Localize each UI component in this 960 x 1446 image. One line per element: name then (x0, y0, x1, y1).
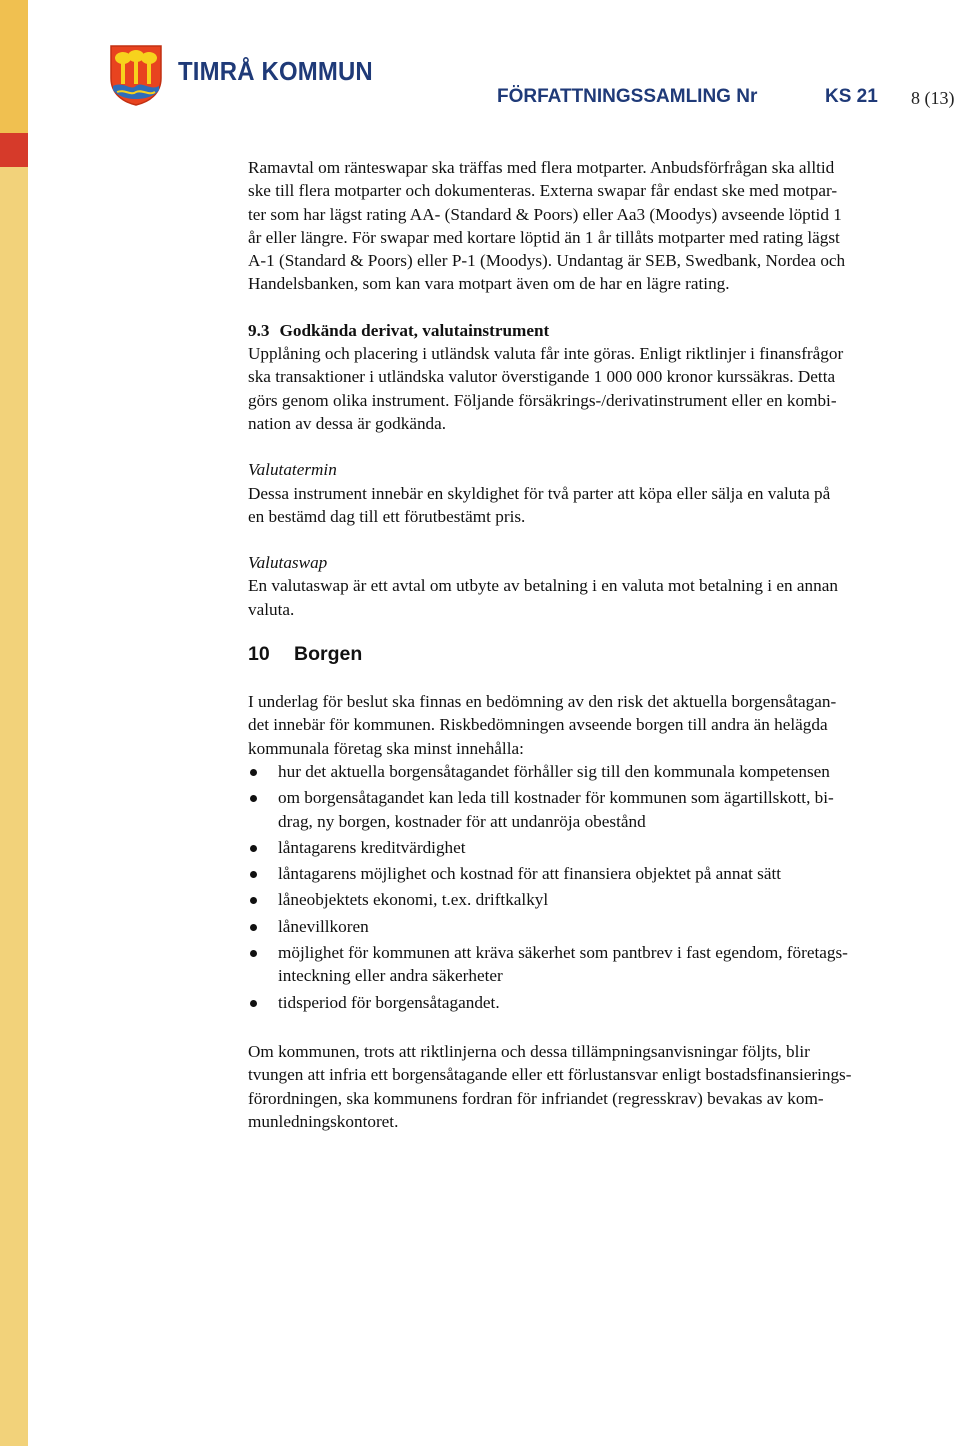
text-line: A-1 (Standard & Poors) eller P-1 (Moodys). Undantag är SEB, Swedbank, Nordea och (248, 251, 846, 271)
text-line: görs genom olika instrument. Följande försäkrings-/derivatinstrument eller en kombi- (248, 390, 837, 410)
list-item-text: hur det aktuella borgensåtagandet förhåller sig till den kommunala kompetensen (278, 761, 830, 781)
bullet-icon (250, 950, 257, 957)
organization-name: TIMRÅ KOMMUN (178, 56, 373, 86)
bullet-icon (250, 845, 257, 852)
list-item (248, 991, 948, 1014)
list-item-text: lånevillkoren (278, 916, 369, 936)
text-line: ske till flera motparter och dokumenteras. Externa swapar får endast ske med motpar- (248, 181, 838, 201)
text-line: Dessa instrument innebär en skyldighet för två parter att köpa eller sälja en valuta på (248, 483, 831, 503)
page-number: 8 (13) (911, 88, 955, 108)
text-line: ska transaktioner i utländska valutor överstigande 1 000 000 kronor kurssäkras. Detta (248, 367, 836, 387)
risk-assessment-list (248, 760, 948, 1014)
bullet-icon (250, 924, 257, 931)
section-number: 9.3 (248, 320, 270, 340)
section-title: Godkända derivat, valutainstrument (279, 320, 550, 340)
text-line: valuta. (248, 599, 295, 619)
text-line: tvungen att infria ett borgensåtagande eller ett förlustansvar enligt bostadsfinansierings- (248, 1065, 852, 1085)
section-10-closing-paragraph (248, 1040, 948, 1133)
bullet-icon (250, 795, 257, 802)
list-item-text: låntagarens möjlighet och kostnad för att finansiera objektet på annat sätt (278, 864, 782, 884)
bullet-icon (250, 1000, 257, 1007)
list-item-text: inteckning eller andra säkerheter (278, 966, 503, 986)
text-line: ter som har lägst rating AA- (Standard & Poors) eller Aa3 (Moodys) avseende löptid 1 (248, 204, 842, 224)
list-item-text: drag, ny borgen, kostnader för att undanröja obestånd (278, 811, 646, 831)
document-header (497, 86, 955, 108)
list-item-text: låntagarens kreditvärdighet (278, 837, 466, 857)
list-item-text: låneobjektets ekonomi, t.ex. driftkalkyl (278, 890, 549, 910)
list-item (248, 941, 948, 988)
text-line: nation av dessa är godkända. (248, 413, 447, 433)
section-9-3-paragraph (248, 342, 948, 435)
list-item (248, 760, 948, 783)
list-item (248, 888, 948, 911)
text-line: kommunala företag ska minst innehålla: (248, 738, 524, 758)
bullet-icon (250, 871, 257, 878)
section-10-intro-paragraph (248, 690, 948, 760)
side-stripe-lower (0, 167, 28, 1446)
list-item-text: möjlighet för kommunen att kräva säkerhet som pantbrev i fast egendom, företags- (278, 943, 848, 963)
list-item (248, 786, 948, 833)
section-9-3-heading (248, 319, 948, 342)
document-body (248, 156, 948, 1133)
text-line: En valutaswap är ett avtal om utbyte av betalning i en valuta mot betalning i en annan (248, 576, 838, 596)
text-line: förordningen, ska kommunens fordran för infriandet (regresskrav) bevakas av kom- (248, 1088, 824, 1108)
text-line: det innebär för kommunen. Riskbedömningen avseende borgen till andra än helägda (248, 715, 828, 735)
text-line: Upplåning och placering i utländsk valuta får inte göras. Enligt riktlinjer i finansfrågor (248, 344, 844, 364)
list-item (248, 915, 948, 938)
text-line: år eller längre. För swapar med kortare löptid än 1 år tillåts motparter med rating lägst (248, 227, 840, 247)
list-item-text: om borgensåtagandet kan leda till kostnader för kommunen som ägartillskott, bi- (278, 788, 834, 808)
side-stripe-gold (0, 0, 28, 133)
intro-paragraph (248, 156, 948, 296)
text-line: munledningskontoret. (248, 1111, 399, 1131)
text-line: Om kommunen, trots att riktlinjerna och dessa tillämpningsanvisningar följts, blir (248, 1041, 810, 1061)
section-number: 10 (248, 643, 270, 666)
bullet-icon (250, 769, 257, 776)
text-line: Ramavtal om ränteswapar ska träffas med flera motparter. Anbudsförfrågan ska alltid (248, 158, 835, 177)
text-line: en bestämd dag till ett förutbestämt pris. (248, 506, 526, 526)
document-code: KS 21 (825, 86, 878, 107)
text-line: I underlag för beslut ska finnas en bedömning av den risk det aktuella borgensåtagan- (248, 692, 837, 712)
list-item-text: tidsperiod för borgensåtagandet. (278, 992, 500, 1012)
side-stripe-red (0, 133, 28, 167)
text-line: Handelsbanken, som kan vara motpart även om de har en lägre rating. (248, 274, 730, 294)
section-10-heading (248, 641, 948, 667)
bullet-icon (250, 897, 257, 904)
valutatermin-paragraph (248, 482, 948, 529)
valutatermin-heading: Valutatermin (248, 460, 337, 480)
collection-label: FÖRFATTNINGSSAMLING Nr (497, 86, 758, 107)
valutaswap-paragraph (248, 574, 948, 621)
municipal-coat-of-arms-logo (109, 44, 163, 106)
list-item (248, 836, 948, 859)
section-title: Borgen (294, 643, 363, 666)
valutaswap-heading: Valutaswap (248, 553, 328, 573)
list-item (248, 862, 948, 885)
